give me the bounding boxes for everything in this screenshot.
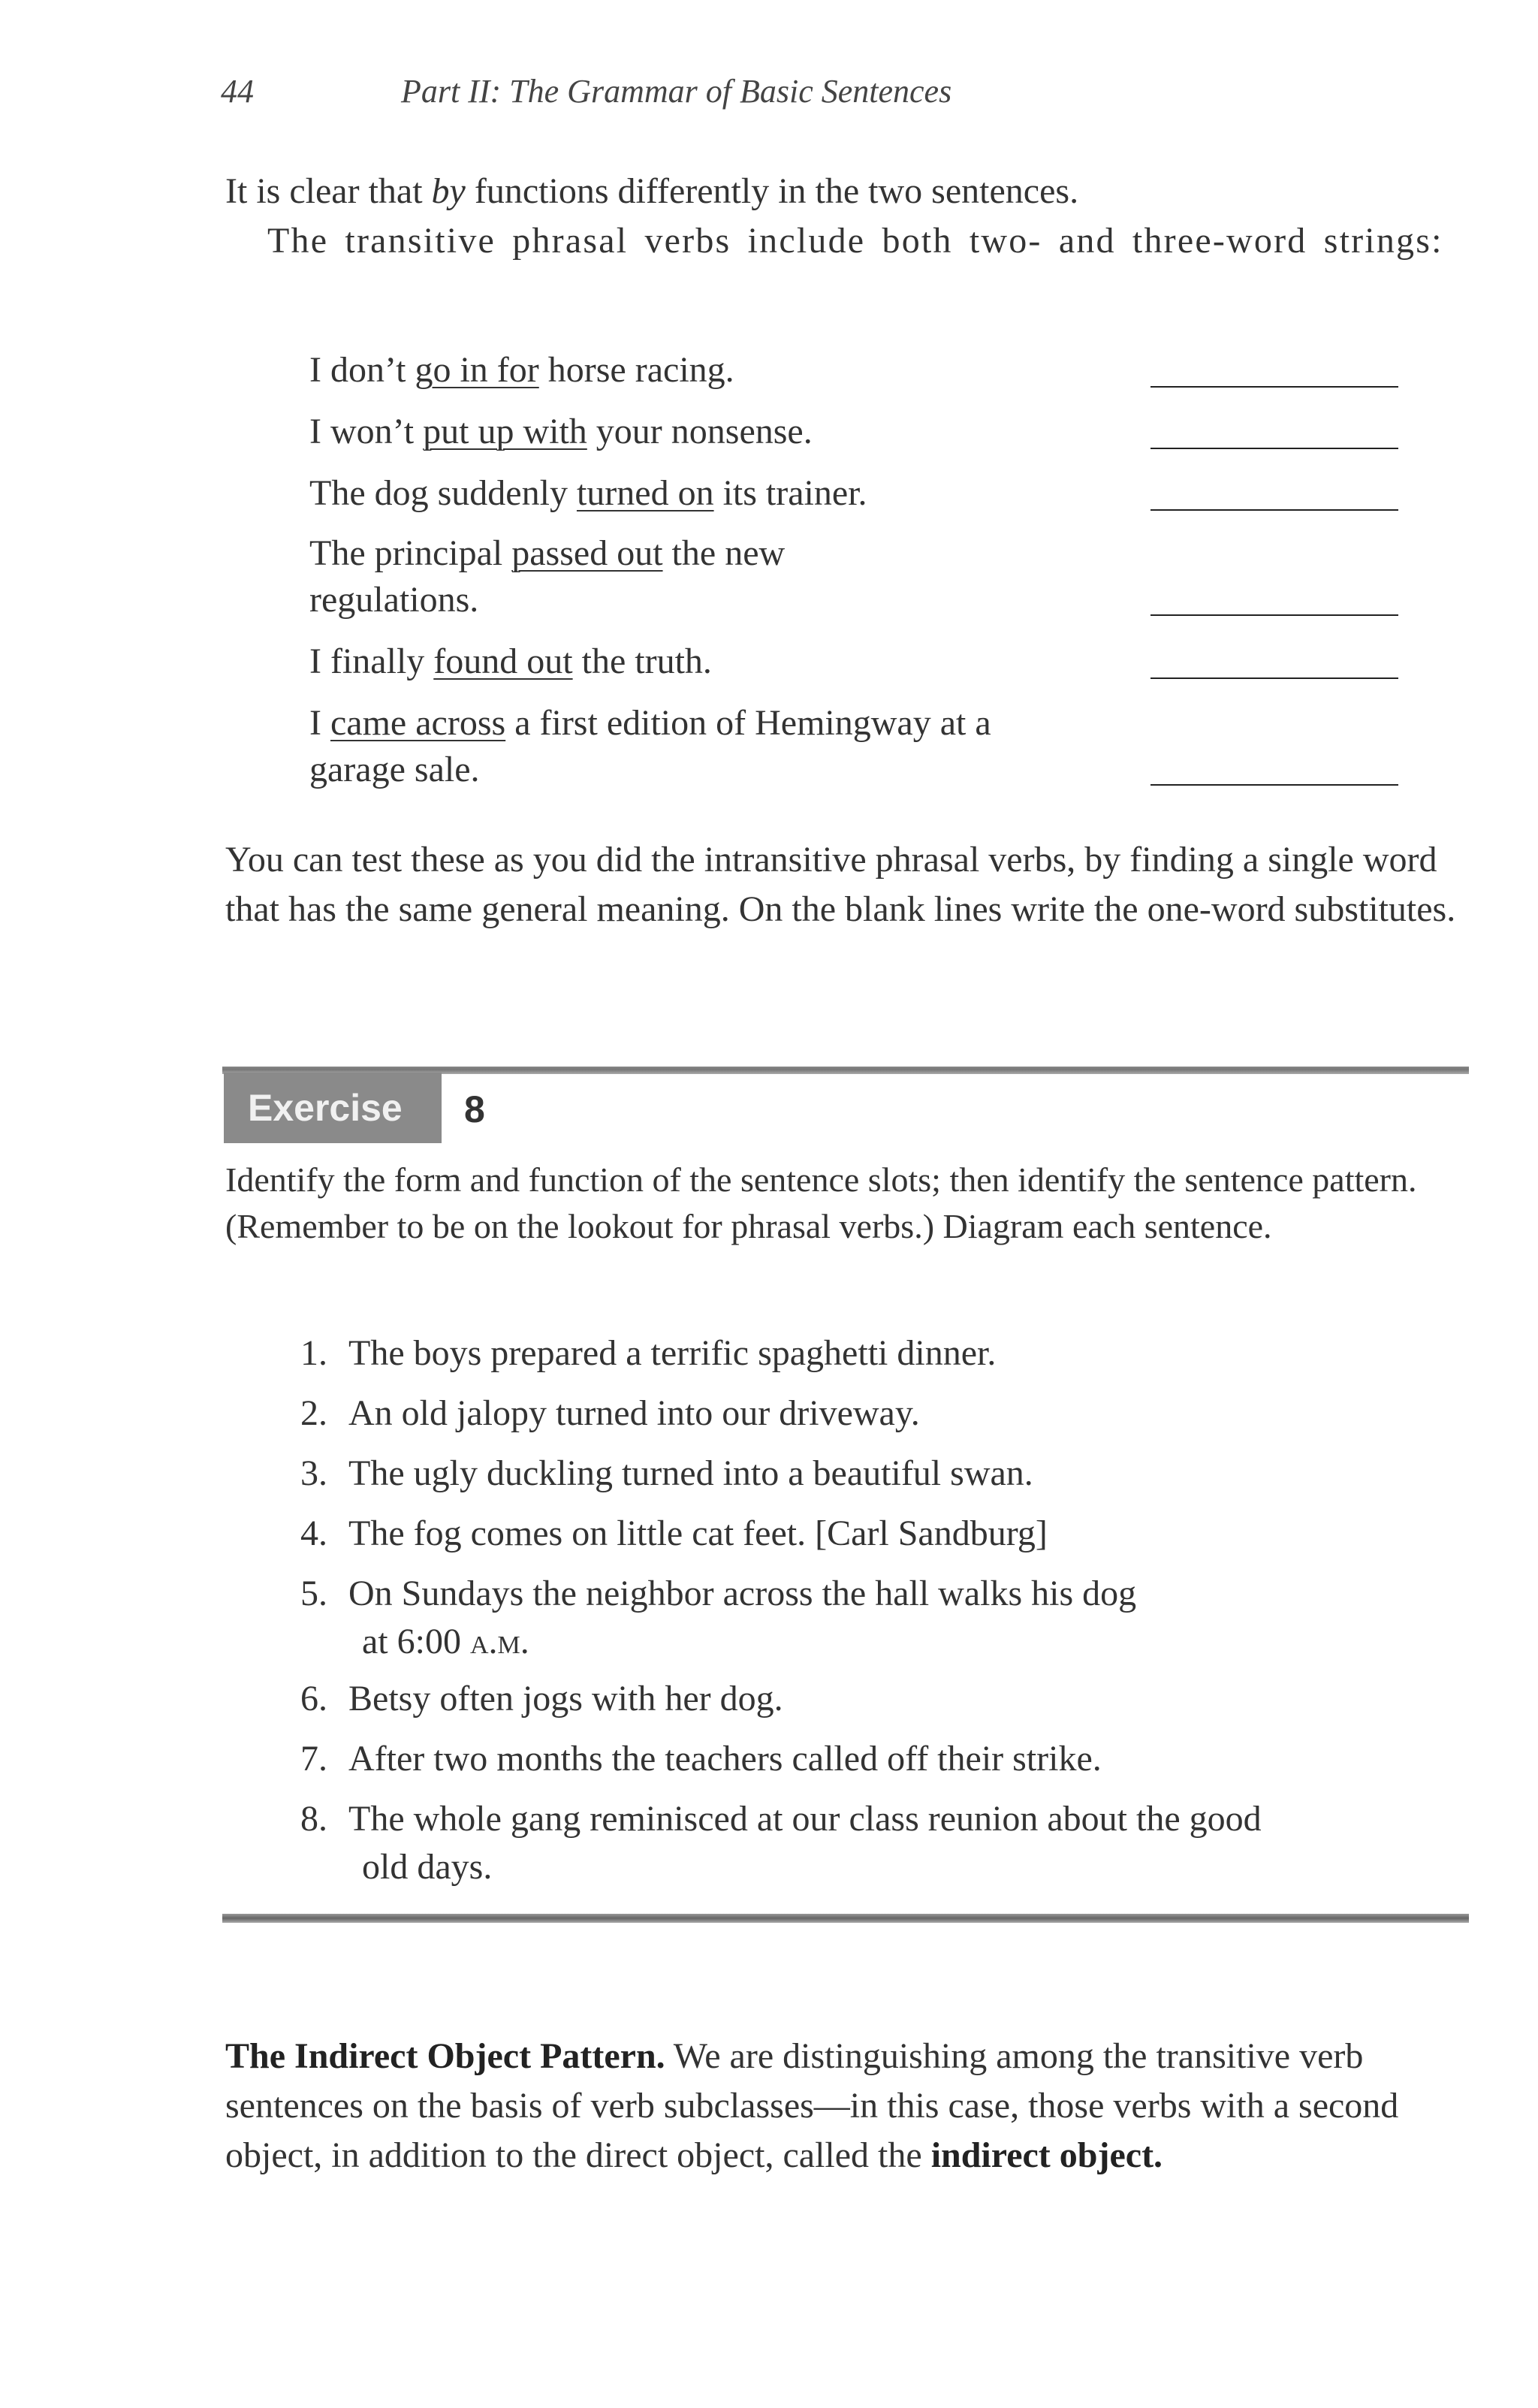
- answer-blank[interactable]: [1150, 614, 1398, 616]
- answer-blank[interactable]: [1150, 784, 1398, 786]
- phrasal-verb: passed out: [511, 533, 663, 573]
- test-paragraph: You can test these as you did the intransitive phrasal verbs, by finding a single word that has the same general meaning. On the blank lines write the one-word substitutes.: [225, 840, 1456, 929]
- intro-line-2: The transitive phrasal verbs include both two- and three-word strings:: [267, 221, 1443, 261]
- exercise-items: [300, 1329, 1427, 1900]
- example-item: I don’t go in for horse racing.: [309, 347, 1421, 394]
- list-item: 3. The ugly duckling turned into a beautiful swan.: [300, 1453, 1033, 1493]
- list-item: 6. Betsy often jogs with her dog.: [300, 1679, 783, 1718]
- section-heading: The Indirect Object Pattern.: [225, 2036, 665, 2076]
- page-number: 44: [221, 73, 254, 110]
- exercise-instructions: Identify the form and function of the sentence slots; then identify the sentence pattern. (Remember to be on the lookout for phrasal verbs.) Diagram each sentence.: [225, 1160, 1417, 1245]
- answer-blank[interactable]: [1150, 386, 1398, 388]
- example-item: I came across a first edition of Hemingway at a garage sale.: [309, 700, 1421, 793]
- indirect-object-paragraph: The Indirect Object Pattern. We are distinguishing among the transitive verb sentences on the basis of verb subclasses—in this case, those verbs with a second object, in addition to the direct object, called the indirect object.: [225, 2036, 1399, 2175]
- phrasal-verb-examples: [309, 347, 1421, 798]
- chapter-title: Part II: The Grammar of Basic Sentences: [401, 73, 952, 110]
- exercise-number: 8: [464, 1088, 485, 1130]
- phrasal-verb: turned on: [576, 473, 714, 513]
- list-item: 2. An old jalopy turned into our driveway.: [300, 1393, 920, 1433]
- example-item: The principal passed out the new regulations.: [309, 530, 1421, 623]
- phrasal-verb: put up with: [423, 412, 587, 451]
- running-head: [221, 72, 951, 110]
- list-item: 7. After two months the teachers called off their strike.: [300, 1739, 1102, 1779]
- answer-blank[interactable]: [1150, 448, 1398, 449]
- exercise-label: Exercise: [224, 1073, 442, 1143]
- intro-paragraph: [225, 167, 1472, 266]
- example-item: I finally found out the truth.: [309, 638, 1421, 685]
- intro-line-1: It is clear that by functions differently in the two sentences.: [225, 171, 1079, 211]
- italic-by: by: [431, 171, 466, 211]
- phrasal-verb: go in for: [415, 350, 539, 390]
- list-item: 5. On Sundays the neighbor across the hall walks his dog at 6:00 a.m.: [300, 1574, 1137, 1661]
- list-item: 4. The fog comes on little cat feet. [Carl Sandburg]: [300, 1513, 1048, 1553]
- phrasal-verb: came across: [330, 703, 506, 743]
- example-item: I won’t put up with your nonsense.: [309, 409, 1421, 455]
- example-item: The dog suddenly turned on its trainer.: [309, 470, 1421, 517]
- list-item: 1. The boys prepared a terrific spaghetti dinner.: [300, 1333, 997, 1373]
- list-item: 8. The whole gang reminisced at our class reunion about the good old days.: [300, 1799, 1262, 1887]
- answer-blank[interactable]: [1150, 677, 1398, 679]
- answer-blank[interactable]: [1150, 509, 1398, 511]
- phrasal-verb: found out: [433, 641, 573, 681]
- exercise-bottom-rule: [222, 1914, 1469, 1923]
- key-term: indirect object.: [930, 2135, 1163, 2175]
